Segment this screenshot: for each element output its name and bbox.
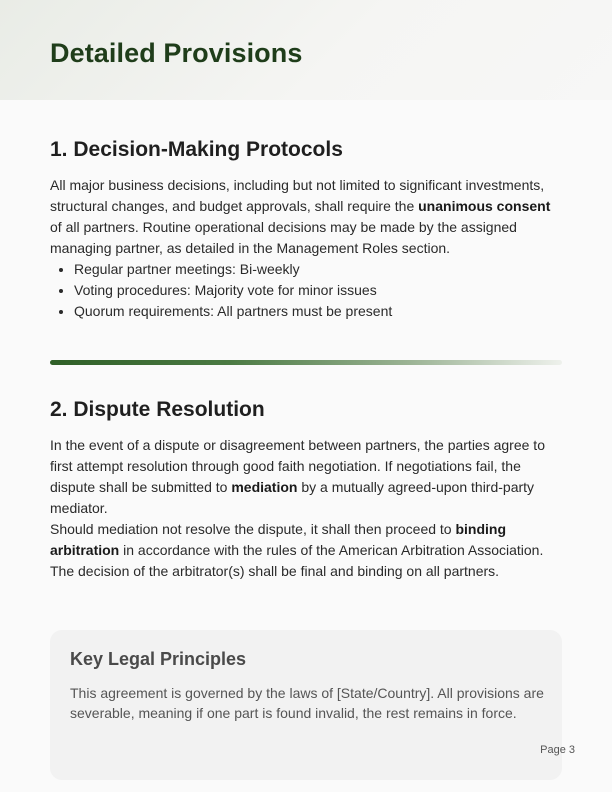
decision-making-paragraph bbox=[50, 175, 562, 259]
dispute-text-1-end: by a mutually agreed-upon third-party mediator. bbox=[50, 479, 535, 516]
bullet-quorum: • Quorum requirements: All partners must be present bbox=[74, 301, 562, 322]
page-header bbox=[0, 0, 612, 100]
section-divider bbox=[50, 360, 562, 365]
principles-text: This agreement is governed by the laws of [State/Country]. All provisions are severable, meaning if one part is found invalid, the rest remains in force. bbox=[70, 685, 544, 721]
decision-making-bullet-list bbox=[50, 259, 562, 322]
unanimous-consent-emphasis: unanimous consent bbox=[418, 198, 551, 214]
section-dispute-resolution bbox=[50, 398, 562, 582]
dispute-text-2-start: Should mediation not resolve the dispute, it shall then proceed to bbox=[50, 521, 456, 537]
dispute-paragraph-arbitration bbox=[50, 519, 562, 582]
bullet-voting: • Voting procedures: Majority vote for minor issues bbox=[74, 280, 562, 301]
dispute-paragraph-negotiation bbox=[50, 435, 562, 519]
section-heading-dispute-resolution: 2. Dispute Resolution bbox=[50, 398, 265, 421]
key-legal-principles-box bbox=[50, 630, 562, 780]
decision-making-text-end: of all partners. Routine operational decisions may be made by the assigned managing partner, as detailed in the Management Roles section. bbox=[50, 219, 517, 256]
page-number: Page 3 bbox=[540, 744, 575, 756]
section-heading-decision-making: 1. Decision-Making Protocols bbox=[50, 138, 343, 161]
binding-arbitration-emphasis: binding arbitration bbox=[50, 521, 507, 558]
decision-making-text-start: All major business decisions, including but not limited to significant investments, structural changes, and budget approvals, shall require the bbox=[50, 177, 545, 214]
dispute-text-1-start: In the event of a dispute or disagreement between partners, the parties agree to first attempt resolution through good faith negotiation. If negotiations fail, the dispute shall be submitted to bbox=[50, 437, 545, 495]
dispute-text-2-end: in accordance with the rules of the American Arbitration Association. The decision of the arbitrator(s) shall be final and binding on all partners. bbox=[50, 542, 544, 579]
principles-title: Key Legal Principles bbox=[70, 649, 247, 669]
page-title: Detailed Provisions bbox=[50, 38, 303, 68]
section-decision-making bbox=[50, 138, 562, 322]
mediation-emphasis: mediation bbox=[231, 479, 298, 495]
bullet-meetings: • Regular partner meetings: Bi-weekly bbox=[74, 259, 562, 280]
